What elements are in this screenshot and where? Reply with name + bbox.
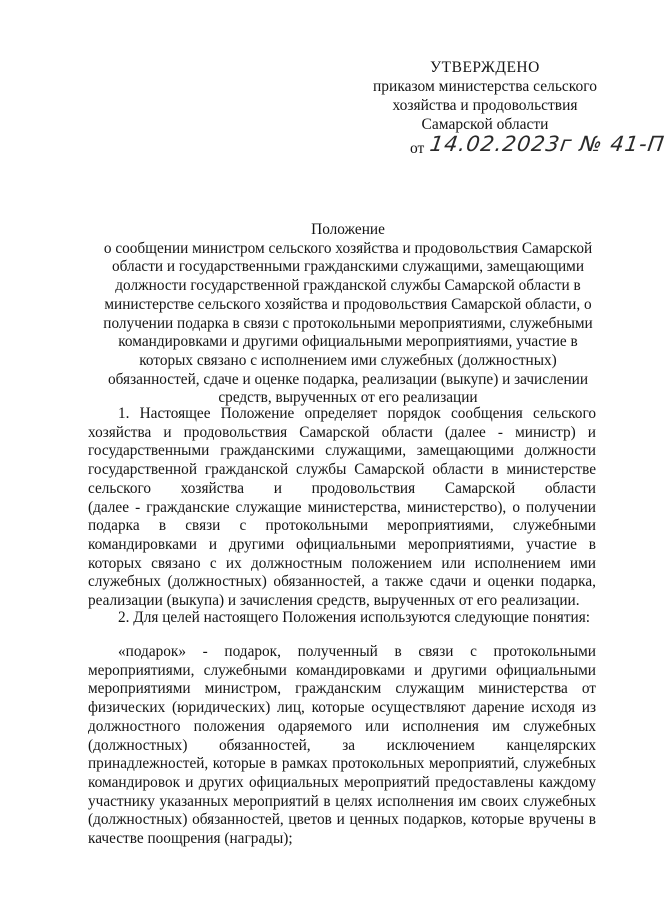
approval-line: Самарской области [421, 116, 549, 133]
paragraph-2 [88, 609, 596, 628]
title-line: должности государственной гражданской службы Самарской области в [115, 277, 581, 295]
paragraph-line: качестве поощрения (награды); [88, 830, 293, 848]
paragraph-line: (должностных) обязанностей, цветов и ценных подарков, которые вручены в [88, 811, 596, 829]
title-line: получении подарка в связи с протокольными мероприятиями, служебными [103, 314, 593, 332]
paragraph-3 [88, 643, 596, 849]
paragraph-line: участнику указанных мероприятий в целях исполнения им своих служебных [88, 792, 596, 810]
title-line: о сообщении министром сельского хозяйства и продовольствия Самарской [103, 239, 593, 257]
paragraph-line: подарка в связи с протокольными мероприятиями, служебными [88, 517, 596, 535]
paragraph-line: 2. Для целей настоящего Положения используются следующие понятия: [118, 609, 590, 626]
handwritten-order-number: 14.02.2023г № 41-П [428, 132, 666, 156]
paragraph-line: которых связано с их должностным положением или исполнением ими [88, 554, 596, 572]
approval-block [360, 58, 610, 134]
title-line: которых связано с исполнением ими служебных (должностных) [139, 351, 557, 369]
title-heading: Положение [311, 221, 385, 238]
title-line: области и государственными гражданскими служащими, замещающими [111, 258, 585, 276]
paragraph-line: принадлежностей, которые в рамках протокольных мероприятий, служебных [88, 755, 596, 773]
title-line: обязанностей, сдаче и оценке подарка, реализации (выкупе) и зачислении [107, 370, 589, 388]
paragraph-line: мероприятиями, служебными командировками и другими официальными [88, 661, 596, 679]
paragraph-line: служебных (должностных) обязанностей, а также сдачи и оценки подарка, [88, 573, 596, 591]
paragraph-line: командировок и других официальных мероприятий предоставлены каждому [88, 773, 596, 791]
document-title [92, 221, 604, 408]
paragraph-line: мероприятиями министром, гражданским служащим министерства от [88, 680, 596, 698]
paragraph-line: (должностных) обязанностей, за исключением канцелярских [88, 736, 596, 754]
order-prefix: от [410, 140, 425, 157]
paragraph-line: командировками и другими официальными мероприятиями, участие в [88, 535, 596, 553]
paragraph-line: реализации (выкупа) и зачисления средств, вырученных от его реализации. [88, 592, 580, 610]
approval-line: хозяйства и продовольствия [392, 97, 578, 114]
paragraph-line: «подарок» - подарок, полученный в связи с протокольными [118, 643, 596, 660]
paragraph-line: сельского хозяйства и продовольствия Самарской области [88, 479, 596, 497]
approval-heading: УТВЕРЖДЕНО [430, 59, 540, 76]
paragraph-line: хозяйства и продовольствия Самарской области (далее - министр) и [88, 423, 596, 441]
title-line: министерстве сельского хозяйства и продовольствия Самарской области, о [104, 295, 592, 313]
title-line: командировками и другими официальными мероприятиями, участие в [118, 333, 578, 351]
order-reference [410, 132, 666, 158]
paragraph-line: (далее - гражданские служащие министерства, министерство), о получении [88, 498, 596, 516]
paragraph-line: должностного положения одаряемого или исполнения им служебных [88, 717, 596, 735]
title-line: средств, вырученных от его реализации [218, 389, 478, 407]
paragraph-line: государственной гражданской службы Самарской области в министерстве [88, 461, 596, 479]
paragraph-1 [88, 405, 596, 611]
paragraph-line: государственными гражданскими служащими, замещающими должности [88, 442, 596, 460]
paragraph-line: 1. Настоящее Положение определяет порядок сообщения сельского [118, 405, 596, 422]
paragraph-line: физических (юридических) лиц, которые осуществляют дарение исходя из [88, 699, 596, 717]
approval-line: приказом министерства сельского [372, 78, 598, 95]
